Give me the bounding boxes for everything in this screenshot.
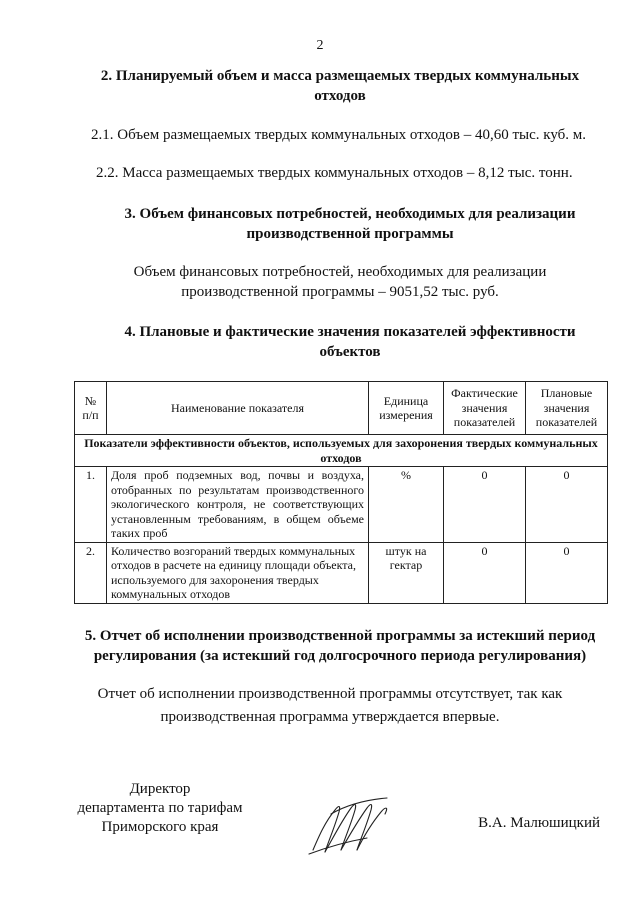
row1-actual: 0 — [444, 467, 526, 543]
section4-title — [60, 322, 640, 362]
header-name: Наименование показателя — [107, 382, 369, 435]
header-num: № п/п — [75, 382, 107, 435]
section5-title-line1: 5. Отчет об исполнении производственной программы за истекший период — [84, 628, 596, 644]
page-number: 2 — [316, 38, 324, 53]
section2-item1: 2.1. Объем размещаемых твердых коммунальных отходов – 40,60 тыс. куб. м. — [91, 127, 587, 143]
header-planned: Плановые значения показателей — [526, 382, 608, 435]
signer-position-line1: Директор — [129, 781, 191, 797]
section3-text-line2: производственной программы – 9051,52 тыс. руб. — [181, 284, 499, 300]
section2-title-line1: 2. Планируемый объем и масса размещаемых твердых коммунальных — [100, 68, 580, 84]
table-row — [75, 467, 608, 543]
section5-text-line1: Отчет об исполнении производственной программы отсутствует, так как — [97, 686, 563, 702]
signer-position-line2: департамента по тарифам — [77, 800, 243, 816]
row2-unit: штук на гектар — [369, 542, 444, 603]
section5-title-line2: регулирования (за истекший год долгосрочного периода регулирования) — [93, 648, 587, 664]
section5-text-line2: производственная программа утверждается впервые. — [160, 709, 500, 725]
table-row — [75, 542, 608, 603]
row2-num: 2. — [75, 542, 107, 603]
section3-title-line1: 3. Объем финансовых потребностей, необходимых для реализации — [124, 206, 576, 222]
section2-title-line2: отходов — [314, 88, 366, 104]
row2-actual: 0 — [444, 542, 526, 603]
table-category-row — [75, 435, 608, 467]
row1-num: 1. — [75, 467, 107, 543]
section3-text — [60, 262, 620, 302]
section4-title-line1: 4. Плановые и фактические значения показателей эффективности — [124, 324, 576, 340]
section5-text — [20, 684, 640, 727]
table-category: Показатели эффективности объектов, используемых для захоронения твердых коммунальных отходов — [75, 435, 608, 467]
section2-item2: 2.2. Масса размещаемых твердых коммунальных отходов – 8,12 тыс. тонн. — [96, 165, 573, 181]
header-actual: Фактические значения показателей — [444, 382, 526, 435]
section3-title-line2: производственной программы — [246, 226, 454, 242]
indicators-table — [74, 381, 608, 604]
section3-text-line1: Объем финансовых потребностей, необходимых для реализации — [133, 264, 547, 280]
row2-planned: 0 — [526, 542, 608, 603]
section4-title-line2: объектов — [319, 344, 381, 360]
row2-name: Количество возгораний твердых коммунальных отходов в расчете на единицу площади объекта, используемого для захоронения твердых коммунальных отходов — [107, 542, 369, 603]
header-unit: Единица измерения — [369, 382, 444, 435]
signer-position-line3: Приморского края — [101, 819, 219, 835]
section2-title — [40, 66, 640, 106]
handwritten-signature — [305, 792, 395, 862]
row1-unit: % — [369, 467, 444, 543]
row1-planned: 0 — [526, 467, 608, 543]
signer-name: В.А. Малюшицкий — [478, 815, 600, 831]
row1-name: Доля проб подземных вод, почвы и воздуха, отобранных по результатам производственного экологического контроля, не соответствующих установленным требованиям, в общем объеме таких проб — [107, 467, 369, 543]
section3-title — [60, 204, 640, 244]
signer-position — [60, 780, 260, 837]
section5-title — [40, 626, 640, 666]
table-header-row — [75, 382, 608, 435]
